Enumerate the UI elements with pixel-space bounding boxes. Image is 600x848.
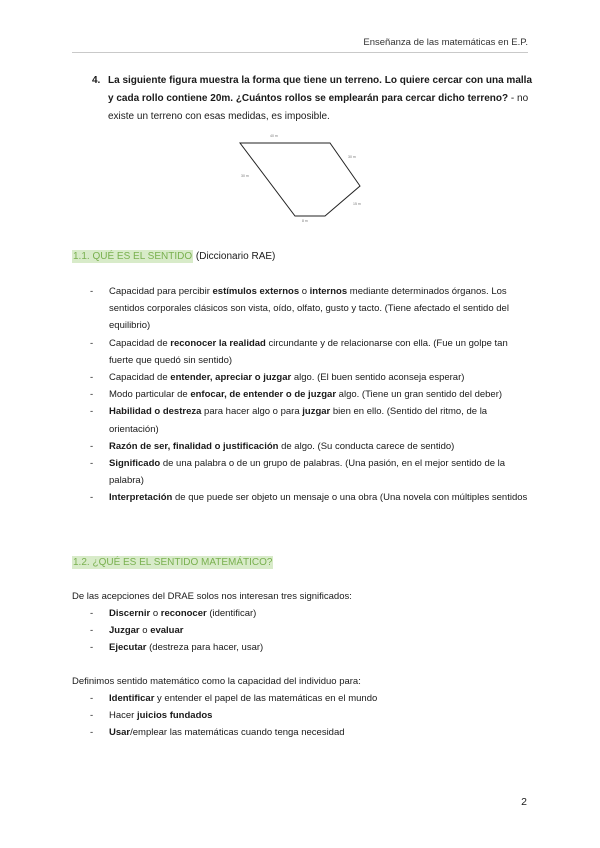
list-dash: -: [90, 406, 94, 418]
bold-text: evaluar: [150, 625, 184, 637]
running-header: Enseñanza de las matemáticas en E.P.: [363, 37, 528, 48]
header-rule: [72, 52, 528, 53]
sense-definition-item: [72, 335, 528, 369]
text: y entender el papel de las matemáticas en el mundo: [154, 693, 378, 704]
list-dash: -: [90, 727, 94, 739]
text: o: [299, 286, 310, 297]
sense-definition-item: [72, 283, 528, 335]
list-dash: -: [90, 608, 94, 619]
sense-definitions-list: [72, 283, 528, 507]
figure-label-top: 40 m: [270, 134, 278, 138]
bold-text: estímulos externos: [212, 286, 300, 297]
question-number: 4.: [92, 75, 101, 86]
definition-intro: Definimos sentido matemático como la capacidad del individuo para:: [72, 676, 361, 687]
page-number: 2: [521, 796, 527, 808]
bold-text: internos: [309, 286, 348, 297]
bold-text: juicios fundados: [136, 710, 213, 722]
figure-label-bottom: 8 m: [302, 219, 308, 223]
sense-definition-item: [72, 386, 528, 403]
capacity-item: [72, 707, 528, 724]
list-dash: -: [90, 389, 94, 401]
list-dash: -: [90, 440, 94, 452]
bold-text: juzgar: [302, 406, 331, 418]
text: de algo. (Su conducta carece de sentido): [278, 440, 455, 452]
question-note: - no existe un terreno con esas medidas, es imposible.: [108, 93, 529, 122]
text: para hacer algo o para: [201, 406, 303, 418]
bold-text: Ejecutar: [109, 642, 147, 654]
figure-label-left: 30 m: [241, 174, 249, 178]
sense-definition-item: [72, 403, 528, 437]
sense-definition-item: [72, 489, 528, 506]
list-dash: -: [90, 372, 94, 384]
text: Modo particular de: [109, 389, 191, 401]
bold-text: Usar: [109, 727, 131, 739]
text: (destreza para hacer, usar): [146, 642, 264, 654]
bold-text: Razón de ser, finalidad o justificación: [109, 440, 279, 452]
list-dash: -: [90, 286, 94, 297]
question-text: [108, 72, 532, 126]
question-statement: La siguiente figura muestra la forma que tiene un terreno. Lo quiere cercar con una malla y cada rollo contiene 20m. ¿Cuántos rollos se emplearán para cercar dicho terreno?: [108, 75, 532, 104]
meanings-list: [72, 605, 528, 657]
terrain-figure: [230, 128, 380, 228]
bold-text: Identificar: [109, 693, 155, 704]
bold-text: entender, apreciar o juzgar: [170, 372, 292, 384]
terrain-shape: [240, 143, 360, 216]
bold-text: Habilidad o destreza: [109, 406, 202, 418]
figure-label-lower-right: 15 m: [353, 202, 361, 206]
bold-text: enfocar, de entender o de juzgar: [190, 389, 337, 401]
text: de que puede ser objeto un mensaje o una obra (Una novela con múltiples sentidos: [172, 492, 528, 504]
figure-label-right: 30 m: [348, 155, 356, 159]
text: de una palabra o de un grupo de palabras. (Una pasión, en el mejor sentido de la palabra): [109, 458, 506, 487]
meaning-item: [72, 605, 528, 622]
bold-text: reconocer la realidad: [170, 337, 266, 349]
section-1-1-title: 1.1. QUÉ ES EL SENTIDO: [73, 251, 193, 262]
text: Capacidad de: [109, 337, 171, 349]
bold-text: Significado: [109, 458, 161, 470]
list-dash: -: [90, 492, 94, 504]
meaning-item: [72, 622, 528, 639]
text: (identificar): [206, 608, 257, 619]
bold-text: reconocer: [160, 608, 207, 619]
text: circundante y de relacionarse con ella. (Fue un golpe tan fuerte que quedó sin sentido): [109, 337, 508, 366]
section-1-1-heading: [72, 250, 275, 264]
text: algo. (El buen sentido aconseja esperar): [291, 372, 465, 384]
section-1-1-source: (Diccionario RAE): [193, 251, 276, 262]
sense-definition-item: [72, 438, 528, 455]
question-4: [92, 72, 532, 126]
list-dash: -: [90, 710, 94, 722]
list-dash: -: [90, 458, 94, 470]
sense-definition-item: [72, 455, 528, 489]
text: Capacidad de: [109, 372, 171, 384]
list-dash: -: [90, 625, 94, 637]
section-1-2-heading: [72, 556, 273, 570]
text: o: [150, 608, 161, 619]
sense-definition-item: [72, 369, 528, 386]
text: o: [139, 625, 151, 637]
text: Capacidad para percibir: [109, 286, 213, 297]
text: Hacer: [109, 710, 137, 722]
capacities-list: [72, 690, 528, 742]
text: /emplear las matemáticas cuando tenga necesidad: [130, 727, 345, 739]
bold-text: Discernir: [109, 608, 151, 619]
text: mediante determinados órganos. Los sentidos corporales clásicos son vista, oído, olfato, gusto y tacto. (Tiene afectado el sentido del equilibrio): [109, 286, 509, 332]
list-dash: -: [90, 337, 94, 349]
drae-intro: De las acepciones del DRAE solos nos interesan tres significados:: [72, 591, 352, 602]
section-1-2-title: 1.2. ¿QUÉ ES EL SENTIDO MATEMÁTICO?: [73, 557, 273, 568]
capacity-item: [72, 690, 528, 707]
list-dash: -: [90, 642, 94, 654]
bold-text: Juzgar: [109, 625, 140, 637]
text: algo. (Tiene un gran sentido del deber): [336, 389, 503, 401]
bold-text: Interpretación: [109, 492, 173, 504]
text: bien en ello. (Sentido del ritmo, de la orientación): [109, 406, 488, 435]
meaning-item: [72, 639, 528, 656]
list-dash: -: [90, 693, 94, 704]
capacity-item: [72, 724, 528, 741]
